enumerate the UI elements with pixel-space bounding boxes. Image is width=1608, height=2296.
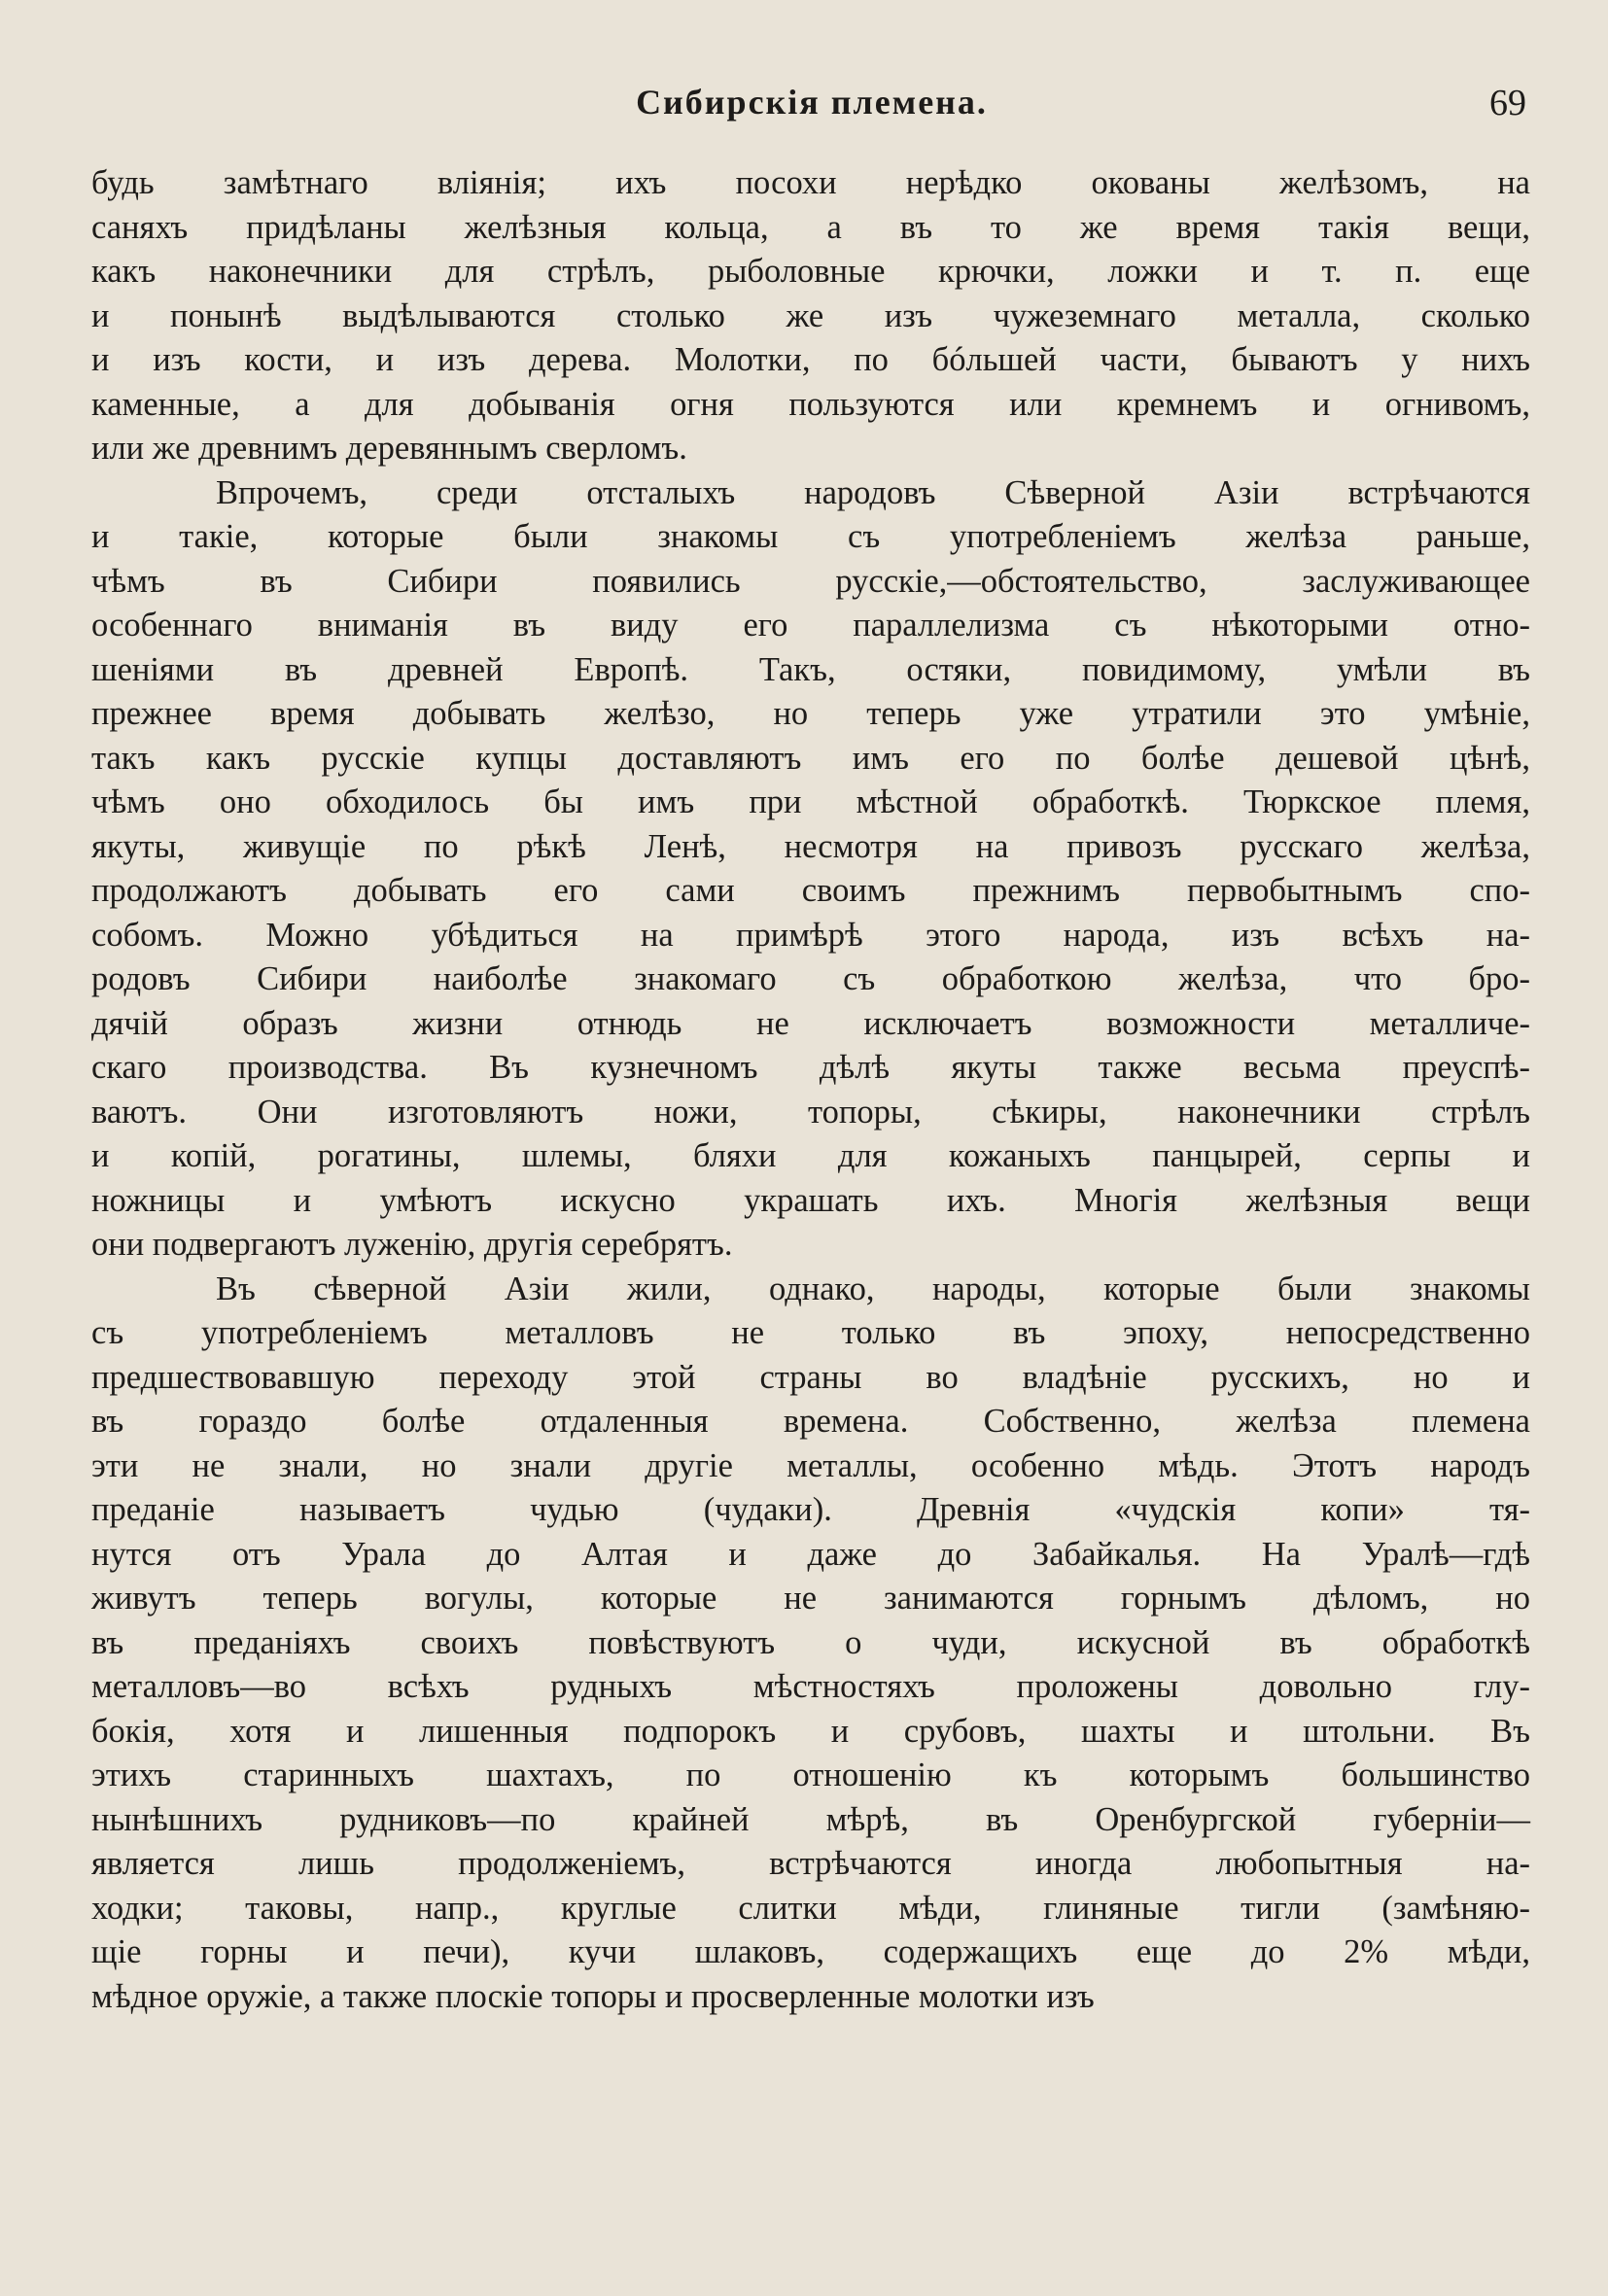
text-line: преданіе называетъ чудью (чудаки). Древнія «чудскія копи» тя-	[91, 1491, 1530, 1528]
text-line: и изъ кости, и изъ дерева. Молотки, по бóльшей части, бываютъ у нихъ	[91, 341, 1530, 378]
text-line: или же древнимъ деревяннымъ сверломъ.	[91, 430, 687, 467]
text-line: прежнее время добывать желѣзо, но теперь уже утратили это умѣніе,	[91, 695, 1530, 732]
page-number: 69	[1489, 83, 1526, 123]
text-line: эти не знали, но знали другіе металлы, особенно мѣдь. Этотъ народъ	[91, 1446, 1530, 1484]
text-line: предшествовавшую переходу этой страны во владѣніе русскихъ, но и	[91, 1358, 1530, 1396]
running-title: Сибирскія племена.	[636, 83, 988, 122]
text-line: нынѣшнихъ рудниковъ—по крайней мѣрѣ, въ Оренбургской губерніи—	[91, 1800, 1530, 1838]
text-line: является лишь продолженіемъ, встрѣчаются иногда любопытныя на-	[91, 1845, 1530, 1882]
text-line: шеніями въ древней Европѣ. Такъ, остяки, повидимому, умѣли въ	[91, 650, 1530, 688]
text-line: и понынѣ выдѣлываются столько же изъ чужеземнаго металла, сколько	[91, 296, 1530, 334]
text-line: собомъ. Можно убѣдиться на примѣрѣ этого народа, изъ всѣхъ на-	[91, 916, 1530, 954]
text-line: живутъ теперь вогулы, которые не занимаются горнымъ дѣломъ, но	[91, 1580, 1530, 1617]
text-line: съ употребленіемъ металловъ не только въ эпоху, непосредственно	[91, 1314, 1530, 1351]
text-line: такъ какъ русскіе купцы доставляютъ имъ его по болѣе дешевой цѣнѣ,	[91, 739, 1530, 777]
text-line: и такіе, которые были знакомы съ употребленіемъ желѣза раньше,	[91, 518, 1530, 555]
text-line: будь замѣтнаго вліянія; ихъ посохи нерѣдко окованы желѣзомъ, на	[91, 164, 1530, 201]
text-line: въ гораздо болѣе отдаленныя времена. Собственно, желѣза племена	[91, 1403, 1530, 1440]
text-line: чѣмъ оно обходилось бы имъ при мѣстной обработкѣ. Тюркское племя,	[91, 783, 1530, 820]
text-line: якуты, живущіе по рѣкѣ Ленѣ, несмотря на привозъ русскаго желѣза,	[91, 827, 1530, 865]
text-line: Въ сѣверной Азіи жили, однако, народы, которые были знакомы	[216, 1270, 1530, 1307]
text-line: дячій образъ жизни отнюдь не исключаетъ возможности металличе-	[91, 1004, 1530, 1042]
text-line: скаго производства. Въ кузнечномъ дѣлѣ якуты также весьма преуспѣ-	[91, 1049, 1530, 1086]
paragraph	[91, 161, 1530, 471]
text-line: Впрочемъ, среди отсталыхъ народовъ Сѣверной Азіи встрѣчаются	[216, 473, 1530, 511]
text-line: каменные, а для добыванія огня пользуются или кремнемъ и огнивомъ,	[91, 385, 1530, 423]
text-line: ваютъ. Они изготовляютъ ножи, топоры, сѣкиры, наконечники стрѣлъ	[91, 1093, 1530, 1131]
body-text	[91, 161, 1530, 2019]
text-line: этихъ старинныхъ шахтахъ, по отношенію къ которымъ большинство	[91, 1757, 1530, 1793]
text-line: особеннаго вниманія въ виду его параллелизма съ нѣкоторыми отно-	[91, 607, 1530, 644]
text-line: бокія, хотя и лишенныя подпорокъ и срубовъ, шахты и штольни. Въ	[91, 1712, 1530, 1750]
text-line: продолжаютъ добывать его сами своимъ прежнимъ первобытнымъ спо-	[91, 872, 1530, 909]
text-line: щіе горны и печи), кучи шлаковъ, содержащихъ еще до 2% мѣди,	[91, 1933, 1530, 1970]
text-line: металловъ—во всѣхъ рудныхъ мѣстностяхъ проложены довольно глу-	[91, 1668, 1530, 1705]
paragraph	[91, 1268, 1530, 2020]
text-line: чѣмъ въ Сибири появились русскіе,—обстоятельство, заслуживающее	[91, 562, 1530, 600]
paragraph	[91, 471, 1530, 1268]
text-line: какъ наконечники для стрѣлъ, рыболовные крючки, ложки и т. п. еще	[91, 253, 1530, 290]
text-line: саняхъ придѣланы желѣзныя кольца, а въ то же время такія вещи,	[91, 208, 1530, 246]
text-line: нутся отъ Урала до Алтая и даже до Забайкалья. На Уралѣ—гдѣ	[91, 1535, 1530, 1573]
page-header	[97, 82, 1526, 140]
text-line: ходки; таковы, напр., круглые слитки мѣди, глиняные тигли (замѣняю-	[91, 1889, 1530, 1927]
text-line: ножницы и умѣютъ искусно украшать ихъ. Многія желѣзныя вещи	[91, 1181, 1530, 1219]
text-line: родовъ Сибири наиболѣе знакомаго съ обработкою желѣза, что бро-	[91, 960, 1530, 997]
text-line: они подвергаютъ луженію, другія серебрятъ.	[91, 1226, 733, 1263]
text-line: въ преданіяхъ своихъ повѣствуютъ о чуди, искусной въ обработкѣ	[91, 1623, 1530, 1661]
text-line: мѣдное оружіе, а также плоскіе топоры и просверленные молотки изъ	[91, 1977, 1095, 2015]
text-line: и копій, рогатины, шлемы, бляхи для кожаныхъ панцырей, серпы и	[91, 1137, 1530, 1174]
